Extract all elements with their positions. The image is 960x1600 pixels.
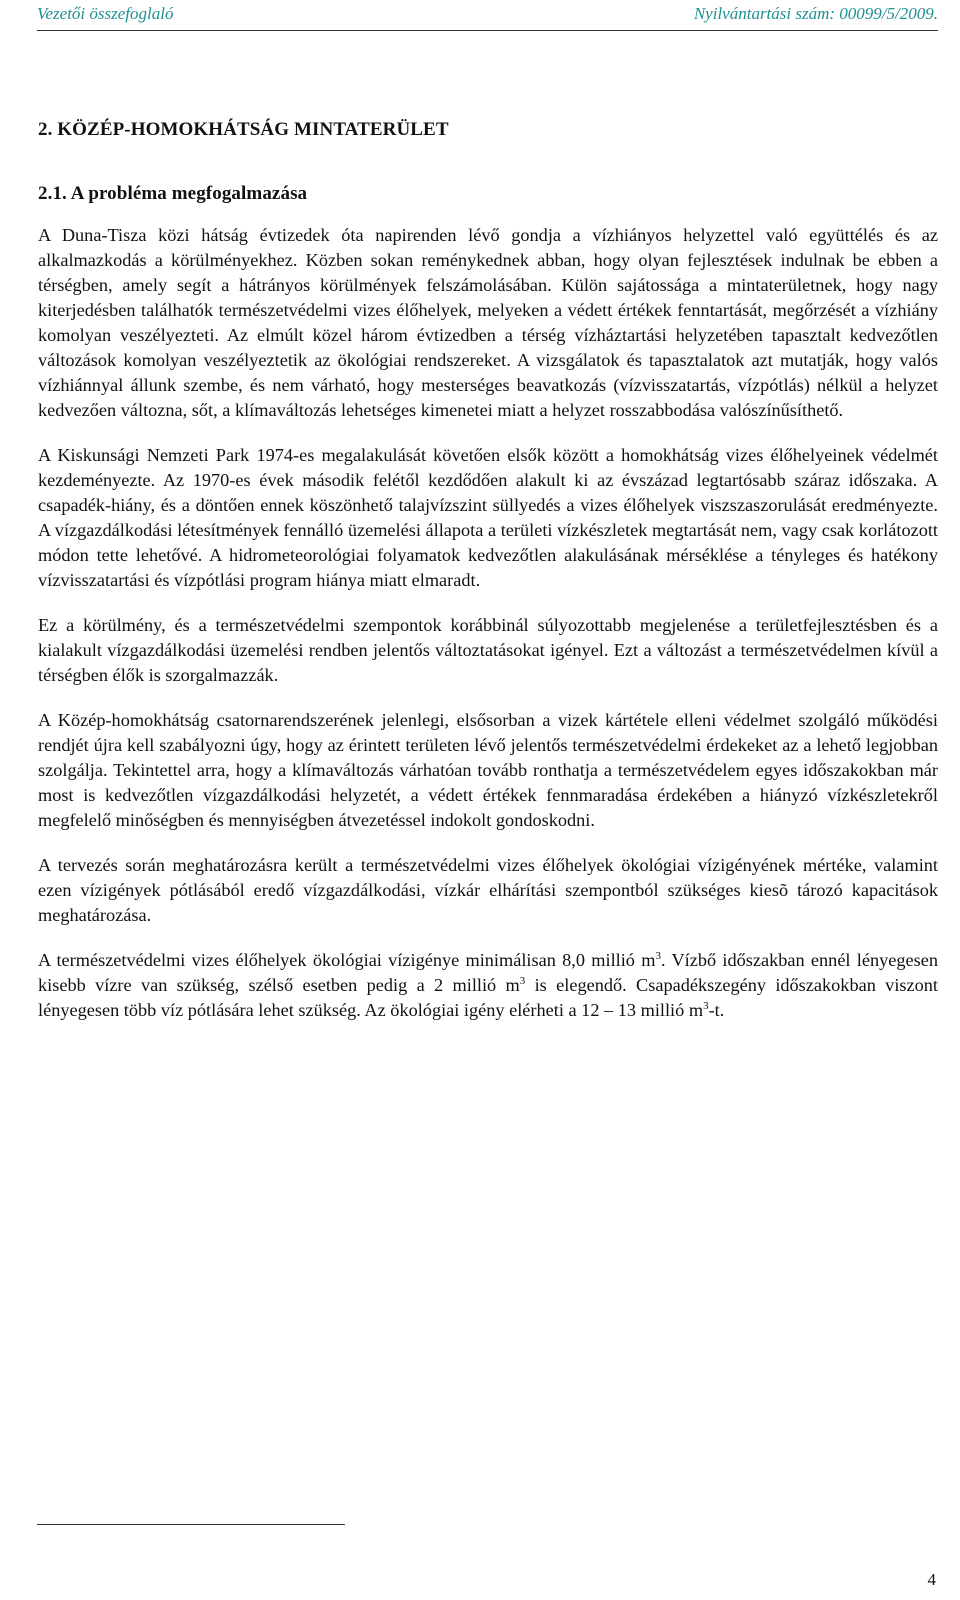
paragraph-6: [38, 948, 938, 1023]
cubic-superscript: 3: [519, 975, 526, 987]
paragraph-4: A Közép-homokhátság csatornarendszerének jelenlegi, elsősorban a vizek kártétele elleni védelmet szolgáló működési rendjét újra kell szabályozni úgy, hogy az érintett területen lévő jelentős természetvédelmi érdekeket az a lehető legjobban szolgálja. Tekintettel arra, hogy a klímaváltozás várhatóan tovább ronthatja a természetvédelem egyes időszakokban már most is kedvezőtlen vízgazdálkodási helyzetét, a védett értékek fennmaradása érdekében a hiányzó vízkészletekről megfelelő minőségben és mennyiségben átvezetéssel indokolt gondoskodni.: [38, 710, 938, 830]
paragraph-6-part-d: -t.: [708, 1000, 725, 1020]
cubic-superscript: 3: [655, 950, 661, 962]
section-heading: 2. KÖZÉP-HOMOKHÁTSÁG MINTATERÜLET: [38, 119, 449, 140]
paragraph-6-part-c: is elegendő. Csapadékszegény időszakokban viszont lényegesen több víz pótlására lehet szükség. Az ökológiai igény elérheti a 12 – 13 millió m: [38, 975, 938, 1020]
paragraph-1: A Duna-Tisza közi hátság évtizedek óta napirenden lévő gondja a vízhiányos helyzettel való együttélés és az alkalmazkodás a körülményekhez. Közben sokan reménykednek abban, hogy olyan fejlesztések indulnak be ebben a térségben, amely segít a hátrányos körülmények felszámolásában. Külön sajátossága a mintaterületnek, hogy nagy kiterjedésben találhatók természetvédelmi vizes élőhelyek, melyeken a védett értékek fenntartását, megőrzését a vízhiány komolyan veszélyezteti. Az elmúlt közel három évtizedben a térség vízháztartási helyzetében tapasztalt kedvezőtlen változások komolyan veszélyeztetik az ökológiai rendszereket. A vizsgálatok és tapasztalatok azt mutatják, hogy valós vízhiánnyal állunk szembe, és nem várható, hogy mesterséges beavatkozás (vízvisszatartás, vízpótlás) nélkül a helyzet kedvezően változna, sőt, a klímaváltozás lehetséges kimenetei miatt a helyzet rosszabbodása valószínűsíthető.: [38, 225, 938, 420]
paragraph-2: A Kiskunsági Nemzeti Park 1974-es megalakulását követően elsők között a homokhátság vizes élőhelyeinek védelmét kezdeményezte. Az 1970-es évek második felétől kezdődően alakult ki az évszázad legtartósabb száraz időszaka. A csapadék-hiány, és a döntően ennek köszönhető talajvízszint süllyedés a vizes élőhelyek viszszaszorulását eredményezte. A vízgazdálkodási létesítmények fennálló üzemelési állapota a területi vízkészletek megtartását nem, vagy csak korlátozott módon tette lehetővé. A hidrometeorológiai folyamatok kedvezőtlen alakulásának mérséklése a tényleges és hatékony vízvisszatartási és vízpótlási program hiánya miatt elmaradt.: [38, 445, 938, 590]
paragraph-6-part-a: A természetvédelmi vizes élőhelyek ökológiai vízigénye minimálisan 8,0 millió m: [38, 950, 656, 970]
page-number: 4: [927, 1570, 936, 1589]
subsection-heading: 2.1. A probléma megfogalmazása: [38, 183, 308, 204]
footer-divider: [37, 1524, 345, 1525]
paragraph-3: Ez a körülmény, és a természetvédelmi szempontok korábbinál súlyozottabb megjelenése a területfejlesztésben és a kialakult vízgazdálkodási üzemelési rendben jelentős változtatásokat igényel. Ezt a változást a természetvédelmen kívül a térségben élők is szorgalmazzák.: [38, 615, 938, 685]
page-header: [37, 4, 938, 30]
header-divider: [37, 30, 938, 31]
cubic-superscript: 3: [703, 1000, 709, 1012]
header-registration-number: Nyilvántartási szám: 00099/5/2009.: [693, 4, 938, 23]
header-document-title: Vezetői összefoglaló: [37, 4, 174, 23]
paragraph-5: A tervezés során meghatározásra került a természetvédelmi vizes élőhelyek ökológiai vízigényének mértéke, valamint ezen vízigények pótlásából eredő vízgazdálkodási, vízkár elhárítási szempontból szükséges kiesõ tározó kapacitások meghatározása.: [38, 855, 938, 925]
paragraph-6-part-b: . Vízbő időszakban ennél lényegesen kisebb vízre van szükség, szélső esetben pedig a 2 millió m: [38, 950, 938, 995]
document-body: [38, 119, 938, 1023]
